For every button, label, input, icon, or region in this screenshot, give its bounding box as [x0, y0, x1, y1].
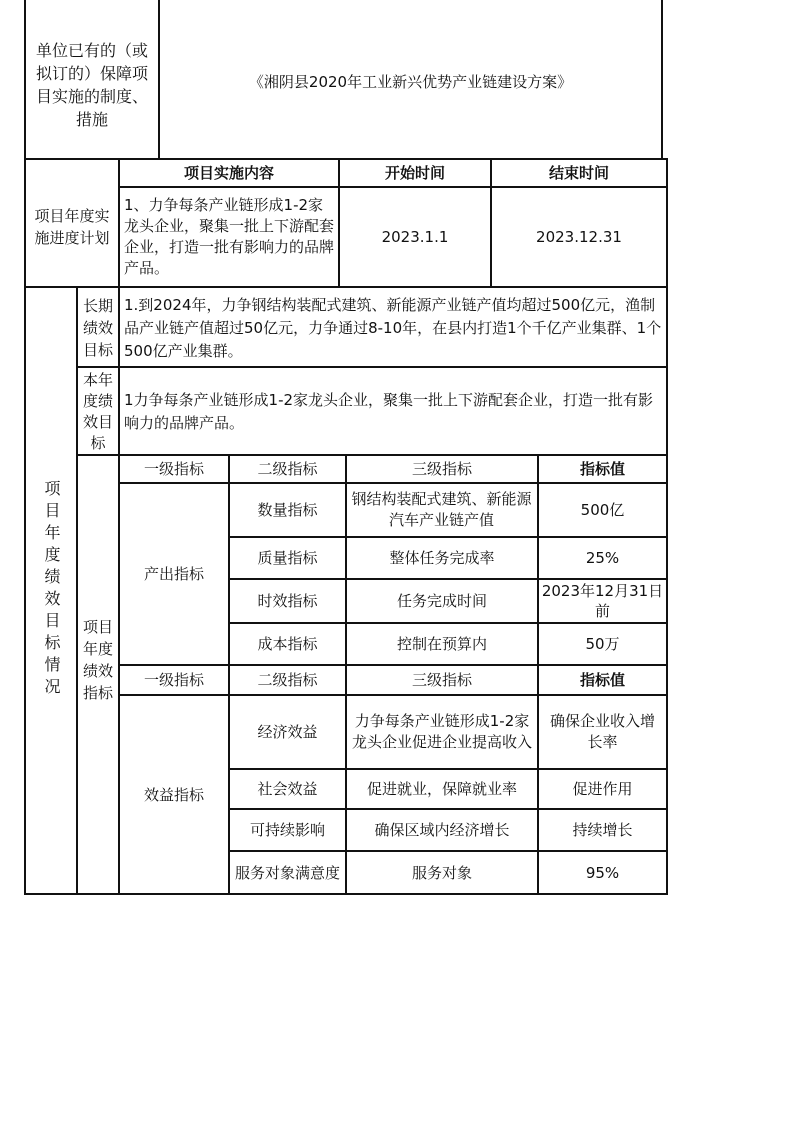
safeguard-value: 《湘阴县2020年工业新兴优势产业链建设方案》 — [248, 73, 573, 91]
schedule-end: 2023.12.31 — [536, 228, 622, 246]
output-level2: 数量指标 — [257, 501, 318, 519]
schedule-header-start: 开始时间 — [384, 164, 445, 182]
output-level3: 控制在预算内 — [396, 635, 487, 653]
schedule-label: 项目年度实施进度计划 — [34, 207, 110, 247]
benefit-value: 95% — [585, 863, 620, 882]
output-level3: 任务完成时间 — [396, 592, 487, 610]
benefit-level3: 确保区域内经济增长 — [374, 821, 510, 839]
benefit-level1: 效益指标 — [143, 785, 204, 804]
benefit-level2: 经济效益 — [257, 723, 318, 741]
long-term-label: 长期绩效目标 — [82, 297, 113, 359]
header-level2: 二级指标 — [257, 460, 318, 478]
header-value: 指标值 — [579, 460, 625, 478]
output-value: 2023年12月31日前 — [541, 582, 664, 620]
header-level2: 二级指标 — [257, 671, 318, 689]
benefit-level3: 服务对象 — [411, 863, 472, 882]
benefit-value: 促进作用 — [572, 780, 633, 798]
border-right — [666, 160, 668, 895]
header-level1: 一级指标 — [143, 460, 204, 478]
border-left — [24, 0, 26, 895]
output-value: 50万 — [585, 635, 620, 653]
long-term-text: 1.到2024年，力争钢结构装配式建筑、新能源产业链产值均超过500亿元，渔制品产业链产值超过50亿元，力争通过8-10年，在县内打造1个千亿产业集群、1个500亿产业集群。 — [124, 295, 662, 360]
output-value: 500亿 — [580, 501, 625, 519]
annual-text: 1力争每条产业链形成1-2家龙头企业，聚集一批上下游配套企业，打造一批有影响力的品牌产品。 — [124, 391, 654, 432]
benefit-level3: 力争每条产业链形成1-2家龙头企业促进企业提高收入 — [352, 712, 533, 751]
line — [76, 366, 668, 368]
schedule-header-content: 项目实施内容 — [183, 164, 274, 182]
performance-section-label: 项目年度绩效目标情况 — [42, 480, 61, 700]
output-level3: 整体任务完成率 — [389, 549, 495, 567]
benefit-level2: 可持续影响 — [249, 821, 325, 839]
safeguard-label: 单位已有的（或拟订的）保障项目实施的制度、措施 — [35, 41, 148, 129]
schedule-content: 1、力争每条产业链形成1-2家龙头企业，聚集一批上下游配套企业，打造一批有影响力的品牌产品。 — [124, 196, 335, 277]
benefit-value: 确保企业收入增长率 — [549, 712, 655, 751]
header-level3: 三级指标 — [411, 460, 472, 478]
line — [76, 288, 78, 895]
line — [24, 893, 668, 895]
output-level2: 质量指标 — [257, 549, 318, 567]
output-level3: 钢结构装配式建筑、新能源汽车产业链产值 — [351, 490, 532, 529]
benefit-level2: 服务对象满意度 — [234, 863, 340, 882]
border-right-top — [661, 0, 663, 160]
indicator-label: 项目年度绩效指标 — [82, 618, 113, 702]
header-value: 指标值 — [579, 671, 625, 689]
header-level3: 三级指标 — [411, 671, 472, 689]
benefit-level2: 社会效益 — [257, 780, 318, 798]
output-level2: 时效指标 — [257, 592, 318, 610]
schedule-header-end: 结束时间 — [548, 164, 609, 182]
benefit-level3: 促进就业，保障就业率 — [366, 780, 517, 798]
benefit-value: 持续增长 — [572, 821, 633, 839]
annual-label: 本年度绩效目标 — [82, 371, 113, 452]
output-value: 25% — [585, 549, 620, 567]
output-level2: 成本指标 — [257, 635, 318, 653]
line — [24, 286, 668, 288]
schedule-start: 2023.1.1 — [381, 228, 449, 246]
header-level1: 一级指标 — [143, 671, 204, 689]
output-level1: 产出指标 — [143, 565, 204, 583]
